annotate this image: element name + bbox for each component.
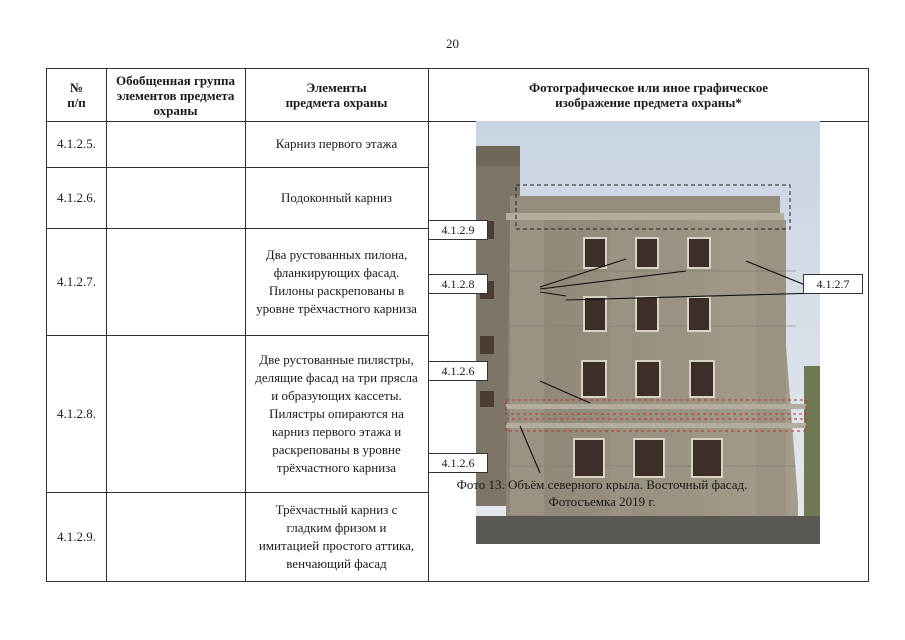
label-cornice: 4.1.2.9	[428, 220, 488, 240]
row-group	[106, 492, 245, 582]
header-photo: Фотографическое или иное графическое изображение предмета охраны*	[529, 80, 768, 110]
label-pilasters: 4.1.2.8	[428, 274, 488, 294]
label-sill-cornice-lower: 4.1.2.6	[428, 453, 488, 473]
row-element: Карниз первого этажа	[275, 136, 398, 151]
header-elements: Элементы предмета охраны	[285, 80, 388, 110]
row-number: 4.1.2.5.	[57, 136, 96, 151]
crowning-cornice	[506, 213, 784, 220]
row-group	[106, 121, 245, 167]
row-number: 4.1.2.9.	[57, 529, 96, 544]
header-num: № п/п	[67, 80, 86, 110]
row-element: Две рустованные пилястры, делящие фасад на три прясла и образующих кассеты. Пилястры опираются на карниз первого этажа и раскрепованы в уровне трёхчастного карниза	[255, 351, 418, 475]
row-group	[106, 167, 245, 228]
caption-date: Фотосъемка 2019 г.	[548, 494, 656, 509]
caption-title: Фото 13. Объём северного крыла. Восточный фасад.	[456, 477, 748, 492]
header-group: Обобщенная группа элементов предмета охраны	[116, 72, 235, 118]
row-element: Подоконный карниз	[280, 189, 393, 205]
row-element: Два рустованных пилона, фланкирующих фасад. Пилоны раскрепованы в уровне трёхчастного карниза	[256, 246, 417, 316]
row-number: 4.1.2.7.	[57, 273, 96, 289]
label-pylons: 4.1.2.7	[803, 274, 863, 294]
page-number: 20	[446, 36, 459, 51]
row-group	[106, 228, 245, 335]
row-number: 4.1.2.8.	[57, 405, 96, 421]
row-group	[106, 335, 245, 492]
photo-caption	[382, 476, 822, 510]
label-sill-cornice: 4.1.2.6	[428, 361, 488, 381]
row-number: 4.1.2.6.	[57, 189, 96, 205]
sidewalk	[476, 516, 820, 544]
row-element: Трёхчастный карниз с гладким фризом и имитацией простого аттика, венчающий фасад	[258, 502, 415, 571]
